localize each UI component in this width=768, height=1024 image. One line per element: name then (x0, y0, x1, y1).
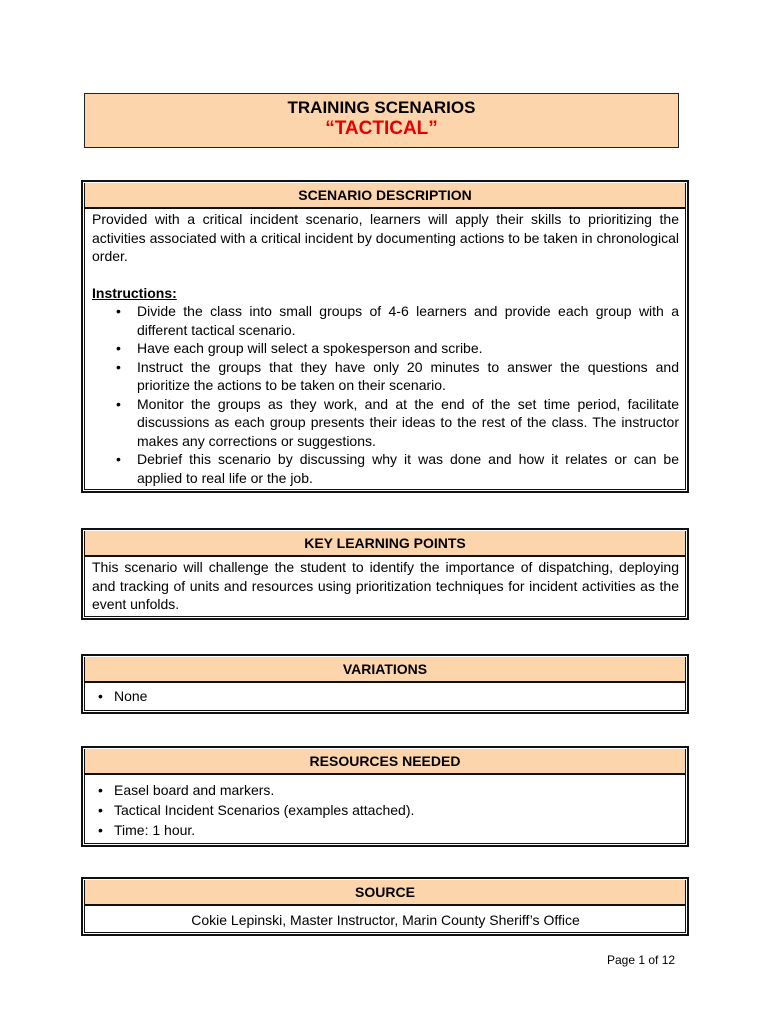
instructions-label: Instructions: (92, 284, 177, 301)
document-subtitle: “TACTICAL” (325, 118, 438, 139)
source-body (84, 906, 686, 933)
resource-item: • Time: 1 hour. (114, 820, 679, 840)
scenario-intro: Provided with a critical incident scenario, learners will apply their skills to prioritizing the activities associated with a critical incident by documenting actions to be taken in chronological order. (92, 211, 679, 264)
key-learning-points-text: This scenario will challenge the student to identify the importance of dispatching, deploying and tracking of units and resources using prioritization techniques for incident activities as the event unfolds. (92, 559, 679, 612)
variation-item: • None (114, 687, 679, 706)
resources-needed-body (84, 775, 686, 844)
document-title-box (84, 93, 679, 148)
instructions-list (92, 302, 679, 487)
document-title: TRAINING SCENARIOS (287, 98, 476, 117)
key-learning-points-header: KEY LEARNING POINTS (84, 531, 686, 557)
resource-item: • Easel board and markers. (114, 780, 679, 800)
page-number: Page 1 of 12 (607, 953, 676, 967)
instruction-item: • Instruct the groups that they have only 20 minutes to answer the questions and prioritize the actions to be taken on their scenario. (137, 358, 679, 395)
variations-list (92, 687, 679, 706)
resources-list (92, 780, 679, 840)
source-header: SOURCE (84, 880, 686, 906)
resources-needed-table (81, 746, 689, 847)
key-learning-points-body (84, 557, 686, 617)
variations-body (84, 683, 686, 711)
resource-item: • Tactical Incident Scenarios (examples attached). (114, 800, 679, 820)
instruction-item: • Divide the class into small groups of 4-6 learners and provide each group with a different tactical scenario. (137, 302, 679, 339)
key-learning-points-table (81, 528, 689, 620)
variations-header: VARIATIONS (84, 657, 686, 683)
resources-needed-header: RESOURCES NEEDED (84, 749, 686, 775)
scenario-description-body (84, 209, 686, 490)
source-table (81, 877, 689, 936)
instruction-item: • Have each group will select a spokesperson and scribe. (137, 339, 679, 358)
instruction-item: • Monitor the groups as they work, and at the end of the set time period, facilitate discussions as each group presents their ideas to the rest of the class. The instructor makes any corrections or suggestions. (137, 395, 679, 451)
instruction-item: • Debrief this scenario by discussing why it was done and how it relates or can be applied to real life or the job. (137, 450, 679, 487)
scenario-description-header: SCENARIO DESCRIPTION (84, 183, 686, 209)
scenario-description-table (81, 180, 689, 493)
source-text: Cokie Lepinski, Master Instructor, Marin County Sheriff’s Office (191, 912, 580, 928)
variations-table (81, 654, 689, 714)
